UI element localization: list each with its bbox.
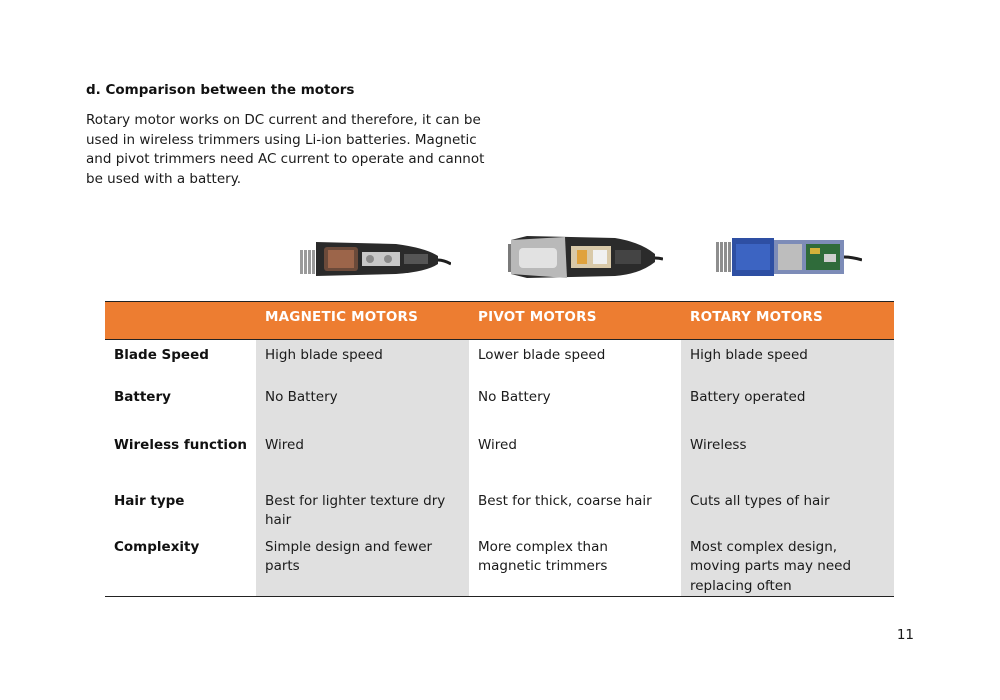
- magnetic-trimmer-image: [296, 230, 451, 286]
- table-cell: High blade speed: [681, 340, 894, 382]
- header-blank: [105, 302, 256, 340]
- header-magnetic-motors: MAGNETIC MOTORS: [256, 302, 469, 340]
- table-cell: Wired: [478, 436, 517, 453]
- row-label: Blade Speed: [114, 347, 209, 363]
- row-label: Wireless function: [114, 436, 247, 453]
- table-cell: Best for lighter texture dry hair: [256, 486, 469, 532]
- table-cell: Lower blade speed: [478, 347, 606, 363]
- row-label: Battery: [114, 388, 171, 405]
- page-number: 11: [896, 627, 914, 643]
- header-rotary-motors: ROTARY MOTORS: [681, 302, 894, 340]
- table-cell: High blade speed: [256, 340, 469, 382]
- table-row: [105, 532, 894, 597]
- row-label: Complexity: [105, 532, 256, 597]
- rotary-trimmer-image: [714, 232, 862, 282]
- table-row: [105, 486, 894, 532]
- section-heading: d. Comparison between the motors: [86, 82, 355, 98]
- table-cell: Simple design and fewer parts: [256, 532, 469, 597]
- intro-paragraph: Rotary motor works on DC current and therefore, it can be used in wireless trimmers using Li-ion batteries. Magnetic and pivot trimmers need AC current to operate and cannot be used with a battery.: [86, 112, 485, 187]
- table-cell: No Battery: [256, 382, 469, 430]
- table-cell: No Battery: [478, 388, 551, 405]
- table-header-row: [105, 302, 894, 340]
- table-cell: Battery operated: [681, 382, 894, 430]
- pivot-trimmer-image: [505, 226, 663, 288]
- table-cell: Wireless: [681, 430, 894, 486]
- row-label: Hair type: [114, 492, 185, 509]
- motor-comparison-table: [105, 301, 894, 597]
- table-cell: Most complex design, moving parts may need replacing often: [681, 532, 894, 597]
- table-cell: Cuts all types of hair: [681, 486, 894, 532]
- header-pivot-motors: PIVOT MOTORS: [469, 302, 681, 340]
- table-cell: More complex than magnetic trimmers: [469, 532, 681, 597]
- table-cell: Best for thick, coarse hair: [478, 492, 652, 509]
- table-row: [105, 340, 894, 382]
- table-row: [105, 382, 894, 430]
- table-row: [105, 430, 894, 486]
- table-cell: Wired: [256, 430, 469, 486]
